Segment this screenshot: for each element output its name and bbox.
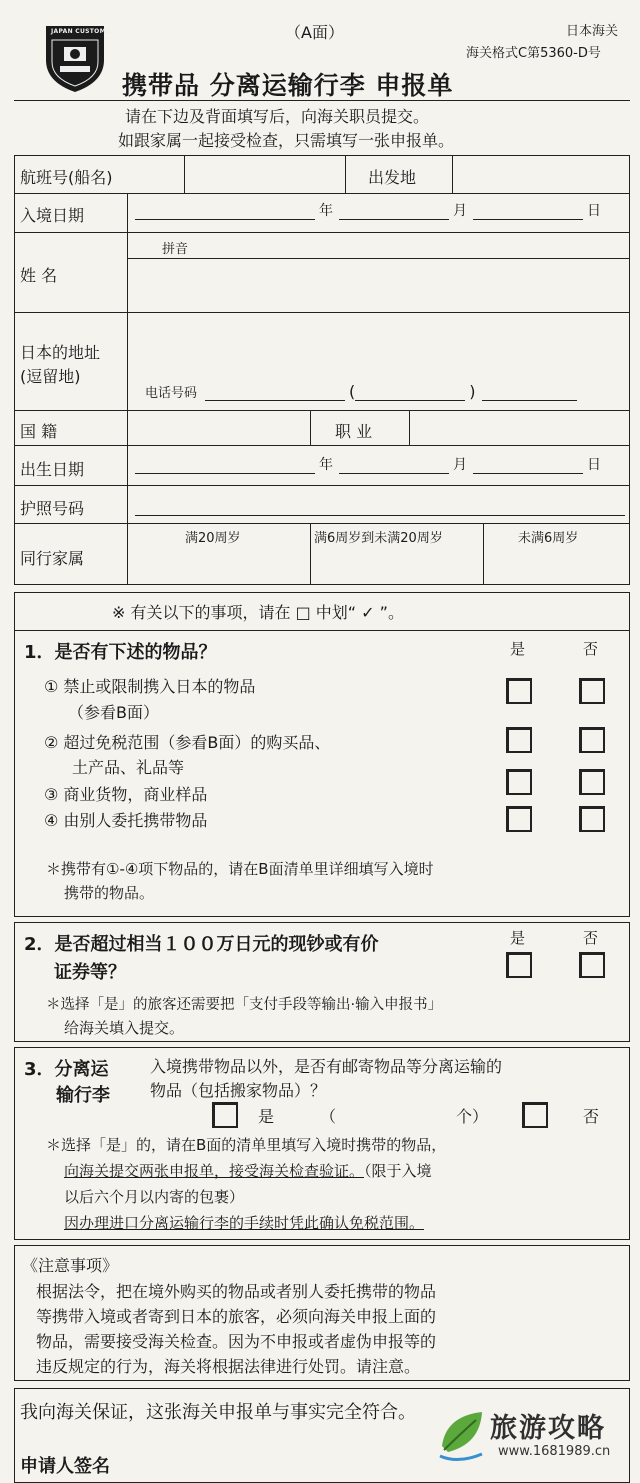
intro-line-1: 请在下边及背面填写后，向海关职员提交。 [125, 107, 430, 126]
address-label-1: 日本的地址 [20, 343, 101, 362]
occupation-label: 职 业 [335, 422, 373, 441]
q1-item3-yes-checkbox[interactable] [506, 769, 532, 795]
q1-no-label: 否 [583, 640, 599, 658]
q2-yes-label: 是 [510, 929, 526, 947]
q3-note-3: 以后六个月以内寄的包裹） [64, 1188, 245, 1206]
q3-yes-label: 是 [258, 1107, 275, 1126]
issuing-office: 日本海关 [566, 24, 619, 39]
address-label-2: (逗留地) [20, 367, 81, 386]
q3-title-2: 输行李 [56, 1085, 110, 1106]
departure-label: 出发地 [368, 168, 417, 187]
birth-date-label: 出生日期 [20, 460, 85, 479]
name-input[interactable] [129, 260, 628, 310]
form-side: （A面） [285, 23, 344, 42]
logo-text: JAPAN CUSTOMS [51, 28, 111, 35]
notice-line-2: 等携带入境或者寄到日本的旅客，必须向海关申报上面的 [36, 1307, 437, 1326]
notice-line-4: 违反规定的行为，海关将根据法律进行处罚。请注意。 [36, 1357, 421, 1376]
passport-input[interactable] [135, 493, 625, 516]
q2-title-1: 2．是否超过相当１００万日元的现钞或有价 [24, 934, 379, 955]
family-age-under6: 未满6周岁 [518, 531, 579, 546]
nationality-input[interactable] [129, 412, 308, 443]
entry-date-label: 入境日期 [20, 206, 85, 225]
q3-count-label: 个） [456, 1107, 489, 1126]
q1-item4-no-checkbox[interactable] [579, 806, 605, 832]
departure-input[interactable] [454, 157, 628, 191]
notice-line-1: 根据法令，把在境外购买的物品或者别人委托携带的物品 [36, 1282, 437, 1301]
name-label: 姓 名 [20, 266, 58, 285]
q3-no-label: 否 [583, 1107, 600, 1126]
notice-line-3: 物品，需要接受海关检查。因为不申报或者虚伪申报等的 [36, 1332, 437, 1351]
family-label: 同行家属 [20, 549, 85, 568]
address-input[interactable] [129, 314, 628, 374]
q3-yes-checkbox[interactable] [212, 1102, 238, 1128]
q1-note-1: ＊携带有①-④项下物品的，请在B面清单里详细填写入境时 [46, 860, 434, 878]
nationality-label: 国 籍 [20, 422, 58, 441]
passport-label: 护照号码 [20, 499, 85, 518]
q3-note-2: 向海关提交两张申报单，接受海关检查验证。（限于入境 [64, 1162, 432, 1180]
q3-no-checkbox[interactable] [522, 1102, 548, 1128]
q3-paren-open: （ [320, 1107, 337, 1126]
q1-item-1b: （参看B面） [68, 703, 159, 722]
intro-line-2: 如跟家属一起接受检查，只需填写一张申报单。 [118, 131, 455, 150]
notice-title: 《注意事项》 [22, 1256, 119, 1275]
q1-title: 1．是否有下述的物品？ [24, 642, 217, 663]
q1-item1-no-checkbox[interactable] [579, 678, 605, 704]
flight-input[interactable] [186, 157, 343, 191]
q1-item-2a: ② 超过免税范围（参看B面）的购买品、 [44, 733, 331, 752]
phone-label: 电话号码 [145, 386, 198, 401]
family-age-6-20: 满6周岁到未满20周岁 [314, 531, 443, 546]
q1-note-2: 携带的物品。 [64, 884, 155, 902]
watermark-brand: 旅游攻略 [490, 1413, 606, 1444]
flight-label: 航班号(船名) [20, 168, 113, 187]
q2-note-2: 给海关填入提交。 [64, 1019, 185, 1037]
phone-field[interactable]: 电话号码 ( ) [145, 382, 581, 401]
q3-title-1: 3．分离运 [24, 1059, 109, 1080]
q3-note-4: 因办理进口分离运输行李的手续时凭此确认免税范围。 [64, 1214, 425, 1232]
q2-no-checkbox[interactable] [579, 952, 605, 978]
q1-item1-yes-checkbox[interactable] [506, 678, 532, 704]
japan-customs-logo [42, 20, 111, 94]
q2-yes-checkbox[interactable] [506, 952, 532, 978]
q1-item-4: ④ 由别人委托携带物品 [44, 811, 208, 830]
q1-item2-no-checkbox[interactable] [579, 727, 605, 753]
occupation-input[interactable] [411, 412, 628, 443]
header-rule [14, 100, 630, 101]
watermark [436, 1402, 636, 1472]
family-input-20[interactable] [129, 548, 308, 583]
family-input-6-20[interactable] [312, 548, 481, 583]
q3-desc-2: 物品（包括搬家物品）？ [150, 1081, 327, 1100]
q1-item-1a: ① 禁止或限制携入日本的物品 [44, 677, 256, 696]
signature-input[interactable] [130, 1440, 430, 1470]
q3-desc-1: 入境携带物品以外，是否有邮寄物品等分离运输的 [150, 1057, 503, 1076]
q3-note-1: ＊选择「是」的，请在B面的清单里填写入境时携带的物品， [46, 1136, 447, 1154]
form-code: 海关格式C第5360-D号 [466, 46, 601, 61]
q2-note-1: ＊选择「是」的旅客还需要把「支付手段等输出·输入申报书」 [46, 997, 443, 1013]
check-instruction: ※ 有关以下的事项，请在 □ 中划“ ✓ ”。 [112, 603, 404, 622]
q2-no-label: 否 [583, 929, 599, 947]
family-age-20: 满20周岁 [185, 531, 241, 546]
pledge-text: 我向海关保证，这张海关申报单与事实完全符合。 [20, 1402, 416, 1423]
watermark-leaf-icon [436, 1406, 488, 1464]
q2-title-2: 证券等？ [54, 962, 126, 983]
q1-item4-yes-checkbox[interactable] [506, 806, 532, 832]
q3-count-input[interactable] [345, 1102, 455, 1124]
signature-label: 申请人签名 [20, 1456, 110, 1477]
q1-item3-no-checkbox[interactable] [579, 769, 605, 795]
entry-date-field[interactable]: 年 月 日 [135, 200, 601, 220]
q1-yes-label: 是 [510, 640, 526, 658]
q1-item2-yes-checkbox[interactable] [506, 727, 532, 753]
watermark-url: www.1681989.cn [498, 1444, 611, 1459]
pinyin-label: 拼音 [162, 242, 189, 257]
q1-item-2b: 土产品、礼品等 [72, 758, 185, 777]
form-title: 携带品 分离运输行李 申报单 [122, 71, 454, 100]
birth-date-field[interactable]: 年 月 日 [135, 454, 601, 474]
q1-item-3: ③ 商业货物，商业样品 [44, 785, 208, 804]
family-input-under6[interactable] [485, 548, 628, 583]
